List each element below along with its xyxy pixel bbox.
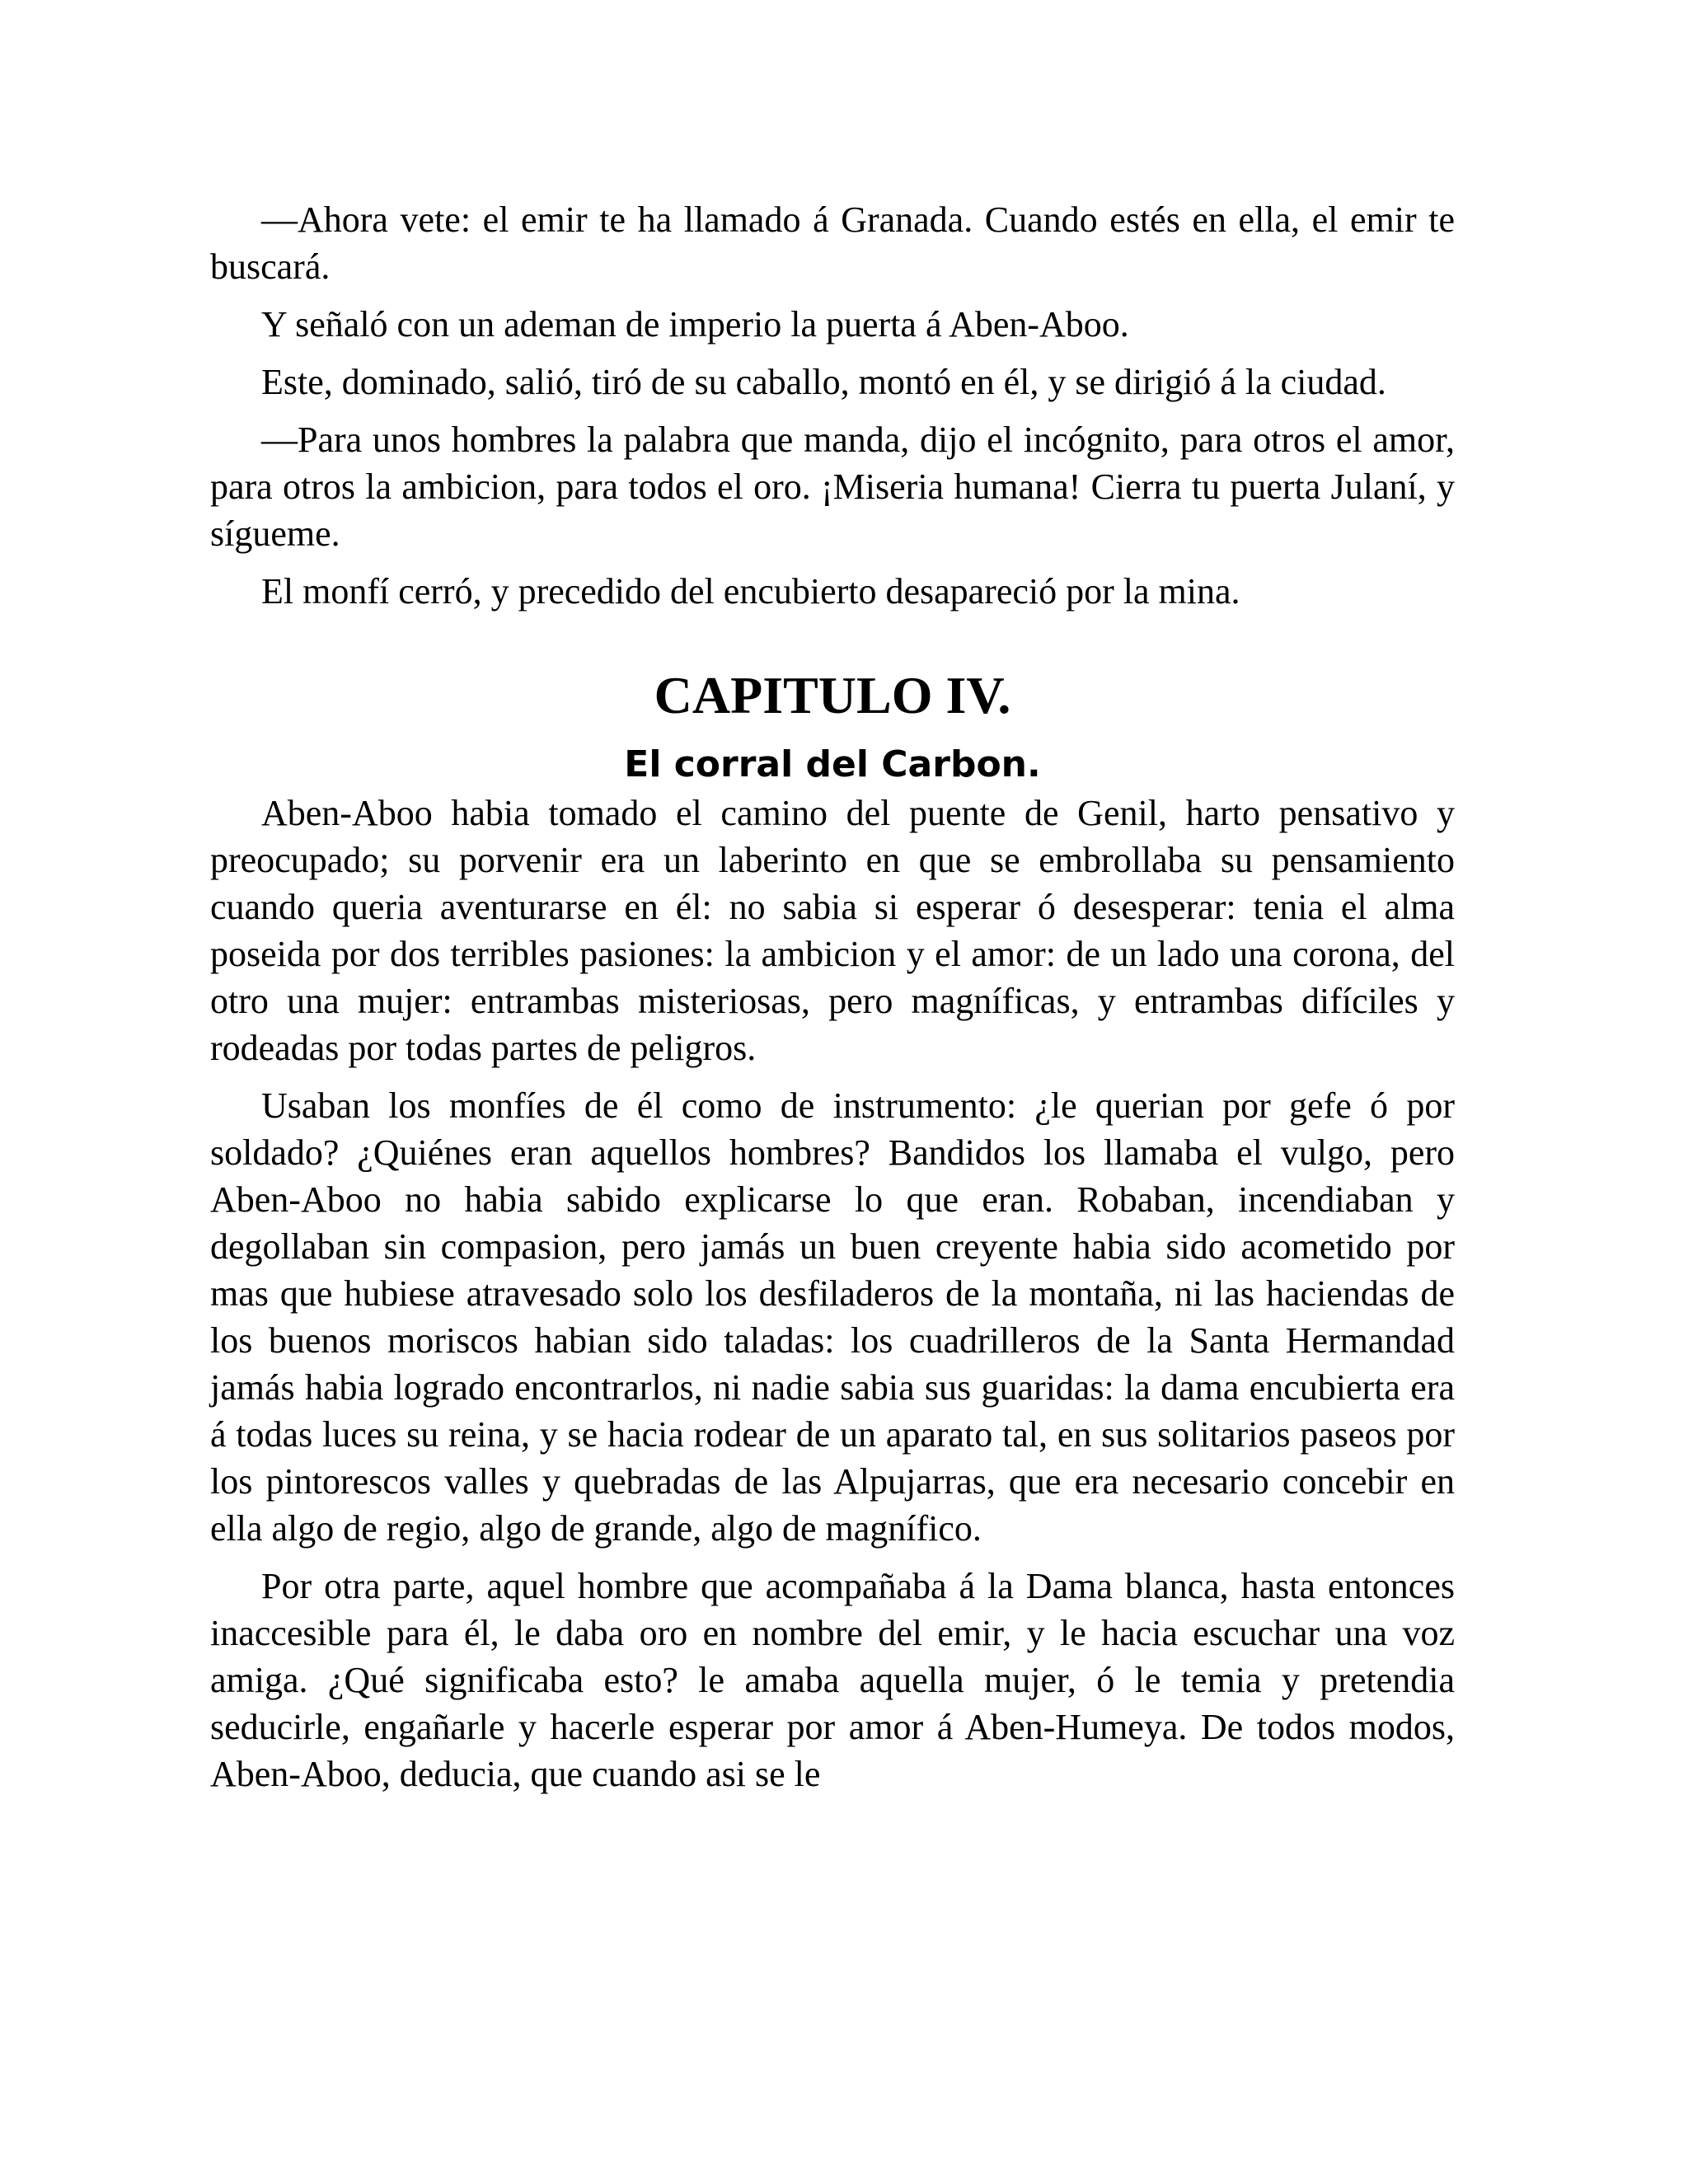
paragraph: Usaban los monfíes de él como de instrumento: ¿le querian por gefe ó por soldado? ¿Quiénes eran aquellos hombres? Bandidos los llamaba el vulgo, pero Aben-Aboo no habia sabido explicarse lo que eran. Robaban, incendiaban y degollaban sin compasion, pero jamás un buen creyente habia sido acometido por mas que hubiese atravesado solo los desfiladeros de la montaña, ni las haciendas de los buenos moriscos habian sido taladas: los cuadrilleros de la Santa Hermandad jamás habia logrado encontrarlos, ni nadie sabia sus guaridas: la dama encubierta era á todas luces su reina, y se hacia rodear de un aparato tal, en sus solitarios paseos por los pintorescos valles y quebradas de las Alpujarras, que era necesario concebir en ella algo de regio, algo de grande, algo de magnífico. [210, 1085, 1455, 1549]
chapter-title: CAPITULO IV. [654, 666, 1011, 724]
paragraph: —Para unos hombres la palabra que manda, dijo el incógnito, para otros el amor, para otros la ambicion, para todos el oro. ¡Miseria humana! Cierra tu puerta Julaní, y sígueme. [210, 419, 1455, 554]
paragraph: El monfí cerró, y precedido del encubierto desapareció por la mina. [261, 571, 1240, 612]
chapter-subtitle: El corral del Carbon. [624, 743, 1041, 785]
book-page [210, 196, 1455, 1808]
paragraph: Este, dominado, salió, tiró de su caballo, montó en él, y se dirigió á la ciudad. [261, 362, 1386, 402]
paragraph: Por otra parte, aquel hombre que acompañaba á la Dama blanca, hasta entonces inaccesible para él, le daba oro en nombre del emir, y le hacia escuchar una voz amiga. ¿Qué significaba esto? le amaba aquella mujer, ó le temia y pretendia seducirle, engañarle y hacerle esperar por amor á Aben-Humeya. De todos modos, Aben-Aboo, deducia, que cuando asi se le [210, 1566, 1455, 1794]
paragraph: Y señaló con un ademan de imperio la puerta á Aben-Aboo. [261, 304, 1129, 344]
paragraph: —Ahora vete: el emir te ha llamado á Granada. Cuando estés en ella, el emir te buscará. [210, 199, 1455, 287]
paragraph: Aben-Aboo habia tomado el camino del puente de Genil, harto pensativo y preocupado; su porvenir era un laberinto en que se embrollaba su pensamiento cuando queria aventurarse en él: no sabia si esperar ó desesperar: tenia el alma poseida por dos terribles pasiones: la ambicion y el amor: de un lado una corona, del otro una mujer: entrambas misteriosas, pero magníficas, y entrambas difíciles y rodeadas por todas partes de peligros. [210, 793, 1455, 1068]
